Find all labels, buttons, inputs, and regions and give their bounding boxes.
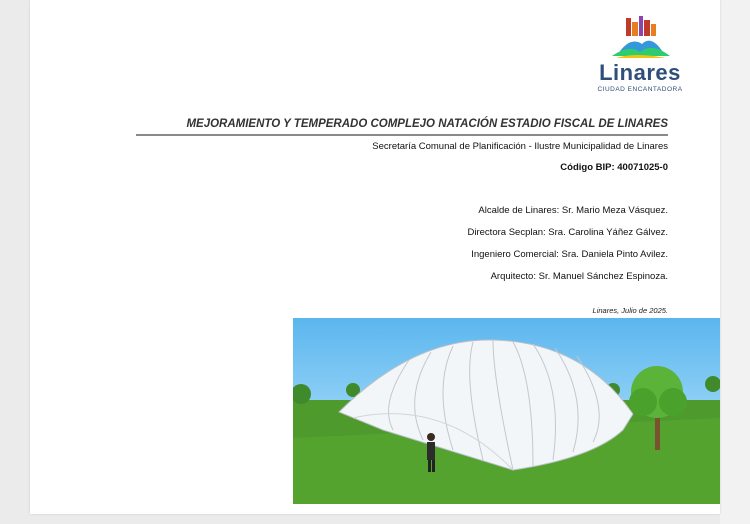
staff-list — [336, 205, 668, 293]
bip-code: Código BIP: 40071025-0 — [560, 162, 668, 173]
department-subtitle: Secretaría Comunal de Planificación - Ilustre Municipalidad de Linares — [372, 141, 668, 152]
staff-line: Ingeniero Comercial: Sra. Daniela Pinto Avilez. — [471, 249, 668, 260]
logo-tagline: CIUDAD ENCANTADORA — [597, 86, 683, 93]
staff-line: Arquitecto: Sr. Manuel Sánchez Espinoza. — [490, 271, 668, 282]
title-divider — [136, 134, 668, 136]
viewer-background — [720, 0, 750, 524]
dome-rendering — [293, 318, 720, 504]
staff-line: Alcalde de Linares: Sr. Mario Meza Vásquez. — [478, 205, 668, 216]
staff-line: Directora Secplan: Sra. Carolina Yáñez Gálvez. — [467, 227, 668, 238]
linares-logo — [590, 14, 690, 98]
logo-skyline-icon — [590, 14, 690, 60]
project-title: MEJORAMIENTO Y TEMPERADO COMPLEJO NATACIÓN ESTADIO FISCAL DE LINARES — [186, 118, 668, 130]
document-date: Linares, Julio de 2025. — [592, 306, 668, 315]
logo-wordmark: Linares — [599, 60, 681, 85]
document-page — [30, 0, 720, 514]
